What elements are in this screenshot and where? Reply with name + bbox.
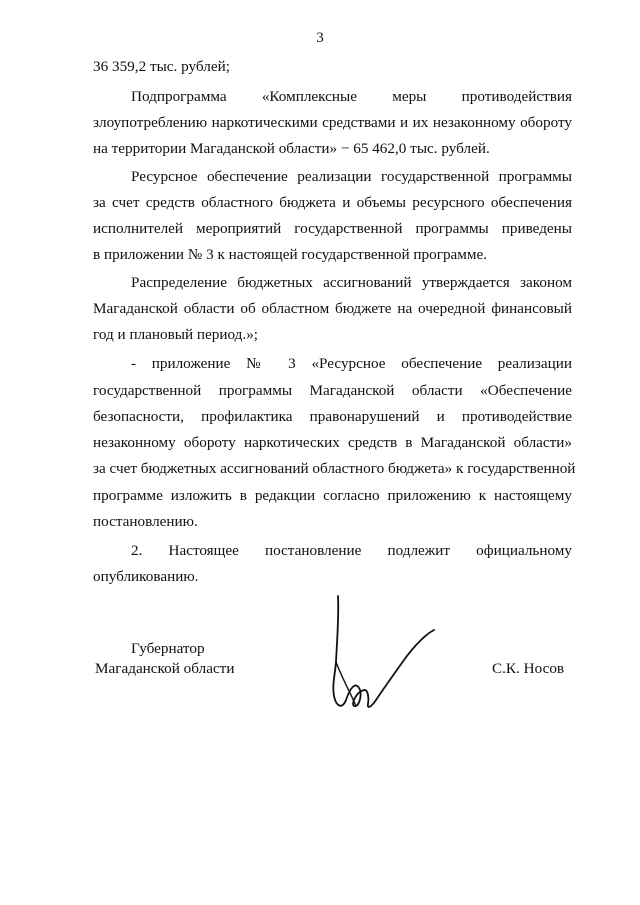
text-line: на территории Магаданской области» − 65 462,0 тыс. рублей.	[93, 140, 490, 157]
text-line: Распределение бюджетных ассигнований утверждается законом	[131, 274, 572, 291]
text-line: злоупотреблению наркотическими средствами и их незаконному обороту	[93, 114, 572, 131]
handwritten-signature	[320, 588, 460, 728]
text-line: безопасности, профилактика правонарушений и противодействие	[93, 408, 572, 425]
signatory-position: Губернатор	[131, 640, 205, 657]
text-line: 2. Настоящее постановление подлежит официальному	[131, 542, 572, 559]
text-line: за счет средств областного бюджета и объемы ресурсного обеспечения	[93, 194, 572, 211]
text-line: опубликованию.	[93, 568, 199, 585]
text-line: - приложение № 3 «Ресурсное обеспечение реализации	[131, 355, 572, 372]
text-line: постановлению.	[93, 513, 198, 530]
text-line: 36 359,2 тыс. рублей;	[93, 58, 230, 75]
text-line: государственной программы Магаданской области «Обеспечение	[93, 382, 572, 399]
signatory-name: С.К. Носов	[492, 660, 565, 677]
text-line: исполнителей мероприятий государственной программы приведены	[93, 220, 572, 237]
page-number: 3	[316, 30, 324, 46]
text-line: Подпрограмма «Комплексные меры противодействия	[131, 88, 572, 105]
text-line: Магаданской области об областном бюджете на очередной финансовый	[93, 300, 572, 317]
text-line: программе изложить в редакции согласно приложению к настоящему	[93, 487, 572, 504]
signatory-region: Магаданской области	[95, 660, 235, 677]
text-line: в приложении № 3 к настоящей государственной программе.	[93, 246, 488, 263]
text-line: Ресурсное обеспечение реализации государственной программы	[131, 168, 572, 185]
text-line: незаконному обороту наркотических средств в Магаданской области»	[93, 434, 572, 451]
text-line: год и плановый период.»;	[93, 326, 259, 343]
text-line: за счет бюджетных ассигнований областного бюджета» к государственной	[93, 460, 576, 477]
